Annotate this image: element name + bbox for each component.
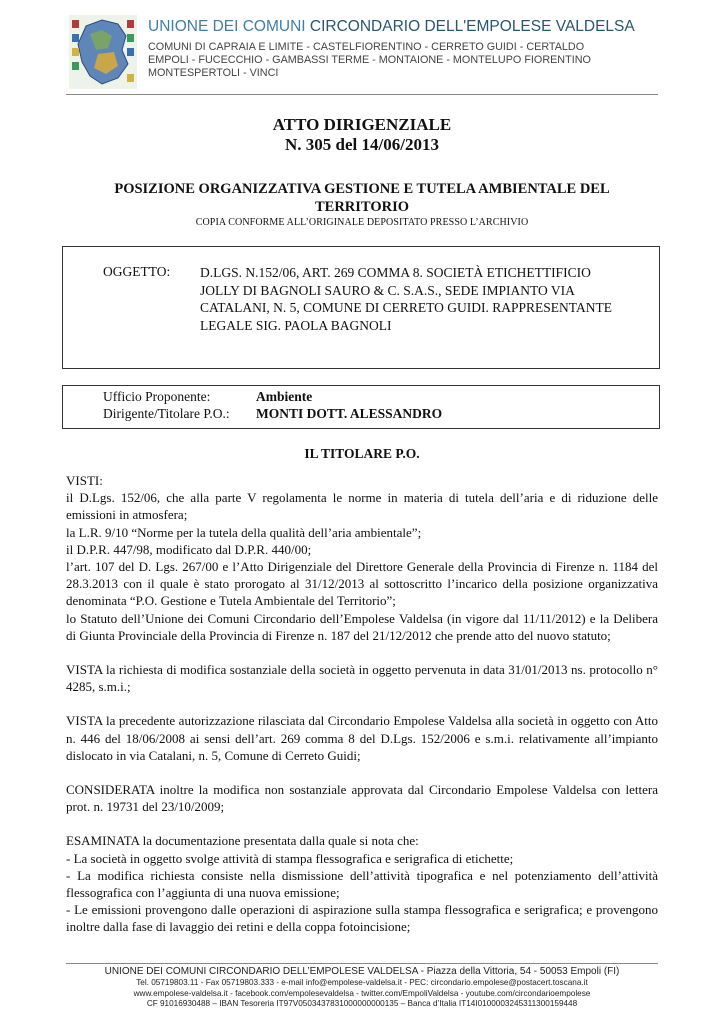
footer-address: UNIONE DEI COMUNI CIRCONDARIO DELL’EMPOLESE VALDELSA - Piazza della Vittoria, 54 - 50053 Empoli (FI) (104, 966, 620, 977)
letterhead (66, 12, 658, 94)
position-line: POSIZIONE ORGANIZZATIVA GESTIONE E TUTELA AMBIENTALE DEL (114, 181, 610, 197)
paragraph: CONSIDERATA inoltre la modifica non sostanziale approvata dal Circondario Empolese Valdelsa con lettera prot. n. 19731 del 23/10/2009; (66, 782, 658, 815)
footer-contacts: Tel. 05719803.11 - Fax 05719803.333 - e-mail info@empolese-valdelsa.it - PEC: circondario.empolese@postacert.toscana.it (136, 978, 588, 987)
organizational-position (66, 180, 658, 216)
manager-value: MONTI DOTT. ALESSANDRO (256, 406, 443, 421)
legal-reference: lo Statuto dell’Unione dei Comuni Circondario dell’Empolese Valdelsa (in vigore dal 11/11/2012) e la Delibera di Giunta Provinciale della Provincia di Firenze n. 187 del 21/12/2012 che prende atto del nuovo statuto; (66, 610, 658, 643)
visti-heading: VISTI: (66, 473, 103, 488)
municipalities-line: EMPOLI - FUCECCHIO - GAMBASSI TERME - MONTAIONE - MONTELUPO FIORENTINO (148, 54, 591, 67)
position-line: TERRITORIO (314, 199, 409, 215)
section-heading: IL TITOLARE P.O. (304, 446, 420, 461)
manager-label: Dirigente/Titolare P.O.: (103, 406, 230, 421)
act-number: N. 305 del 14/06/2013 (285, 135, 439, 154)
subject-box (62, 246, 660, 369)
subject-label: OGGETTO: (103, 264, 171, 279)
header-divider (66, 94, 658, 95)
footer (66, 966, 658, 1010)
act-title: ATTO DIRIGENZIALE (272, 115, 452, 134)
document-body (66, 472, 658, 936)
footer-divider (66, 963, 658, 964)
municipal-emblem-icon (68, 14, 138, 90)
bullet-item: - La società in oggetto svolge attività di stampa flessografica e serigrafica di etichette; (66, 850, 514, 866)
footer-bank: CF 91016930488 – IBAN Tesoreria IT97V0503437831000000000135 – Banca d’Italia IT14I0100003245311300159448 (146, 999, 578, 1008)
paragraph: VISTA la richiesta di modifica sostanziale della società in oggetto pervenuta in data 31/01/2013 ns. protocollo n° 4285, s.m.i.; (66, 662, 658, 695)
bullet-item: - La modifica richiesta consiste nella dismissione dell’attività tipografica e nel potenziamento dell’attività flessografica con l’aggiunta di una nuova emissione; (66, 867, 658, 901)
office-value: Ambiente (256, 389, 313, 404)
municipalities-list (148, 41, 591, 81)
municipalities-line: MONTESPERTOLI - VINCI (148, 67, 279, 80)
letterhead-title: UNIONE DEI COMUNI CIRCONDARIO DELL'EMPOLESE VALDELSA (148, 18, 635, 35)
legal-reference: la L.R. 9/10 “Norme per la tutela della qualità dell’aria ambientale”; (66, 524, 422, 540)
legal-reference: il D.P.R. 447/98, modificato dal D.P.R. 440/00; (66, 541, 312, 557)
subject-text: D.LGS. N.152/06, ART. 269 COMMA 8. SOCIETÀ ETICHETTIFICIO JOLLY DI BAGNOLI SAURO & C. S.A.S., SEDE IMPIANTO VIA CATALANI, N. 5, COMUNE DI CERRETO GUIDI. RAPPRESENTANTE LEGALE SIG. PAOLA BAGNOLI (200, 265, 612, 333)
office-box (62, 385, 660, 429)
bullet-item: - Le emissioni provengono dalle operazioni di aspirazione sulla stampa flessografica e serigrafica; e provengono inoltre dalla fase di lavaggio dei retini e della coppa fotoincisione; (66, 902, 658, 935)
office-label: Ufficio Proponente: (103, 389, 211, 404)
paragraph: VISTA la precedente autorizzazione rilasciata dal Circondario Empolese Valdelsa alla società in oggetto con Atto n. 446 del 18/06/2008 ai sensi dell’art. 269 comma 8 del D.Lgs. 152/2006 e s.m.i. relativamente all’impianto dislocato in via Catalani, n. 5, Comune di Cerreto Guidi; (66, 713, 658, 763)
copy-note: COPIA CONFORME ALL’ORIGINALE DEPOSITATO PRESSO L’ARCHIVIO (195, 217, 529, 228)
footer-web: www.empolese-valdelsa.it - facebook.com/empolesevaldelsa - twitter.com/EmpoliValdelsa - youtube.com/circondarioempolese (133, 988, 591, 998)
legal-reference: l’art. 107 del D. Lgs. 267/00 e l’Atto Dirigenziale del Direttore Generale della Provincia di Firenze n. 1184 del 28.3.2013 con il quale è stato prorogato al 31/12/2013 al sottoscritto l’incarico della posizione organizzativa denominata “P.O. Gestione e Tutela Ambientale del Territorio”; (66, 559, 658, 609)
legal-reference: il D.Lgs. 152/06, che alla parte V regolamenta le norme in materia di tutela dell’aria e di riduzione delle emissioni in atmosfera; (66, 490, 658, 523)
paragraph: ESAMINATA la documentazione presentata dalla quale si nota che: (66, 833, 419, 849)
municipalities-line: COMUNI DI CAPRAIA E LIMITE - CASTELFIORENTINO - CERRETO GUIDI - CERTALDO (148, 41, 585, 53)
act-title-block (66, 115, 658, 155)
